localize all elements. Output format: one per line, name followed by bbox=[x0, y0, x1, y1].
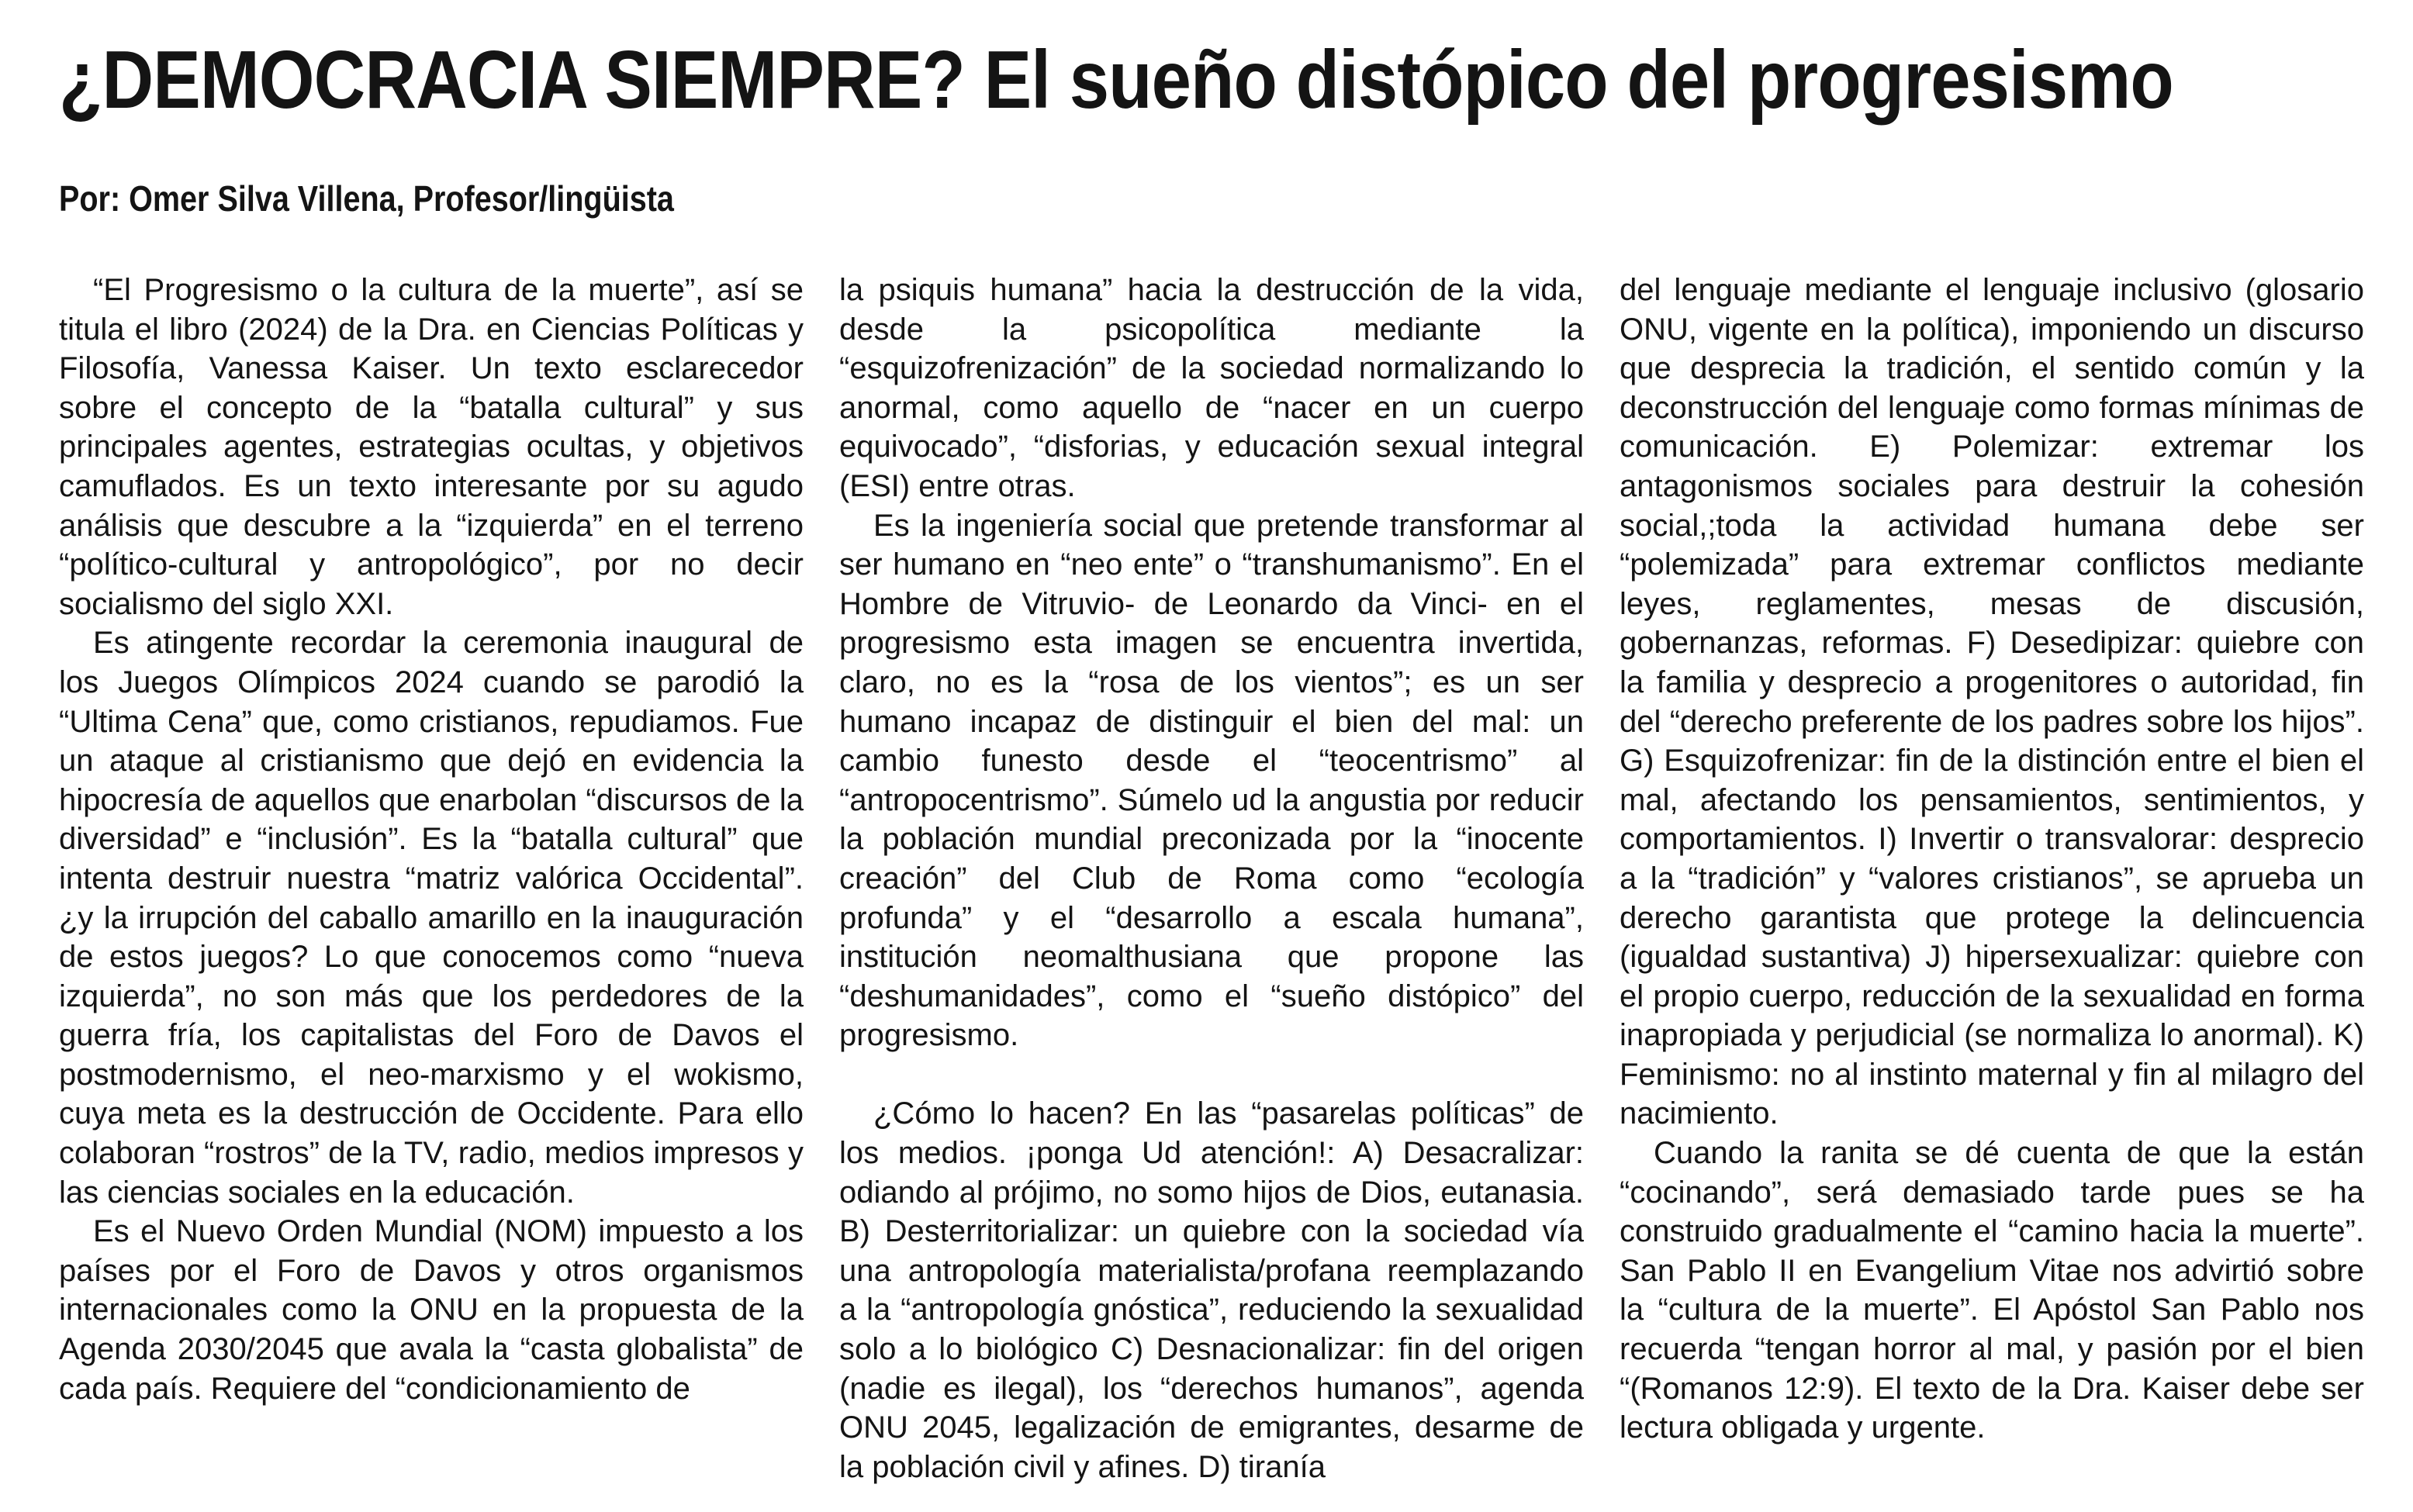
paragraph: “El Progresismo o la cultura de la muerte”, así se titula el libro (2024) de la Dra. en Ciencias Políticas y Filosofía, Vanessa Kaiser. Un texto esclarecedor sobre el concepto de la “batalla cultural” y sus principales agentes, estrategias ocultas, y objetivos camuflados. Es un texto interesante por su agudo análisis que descubre a la “izquierda” en el terreno “político-cultural y antropológico”, por no decir socialismo del siglo XXI. bbox=[59, 273, 804, 621]
article-column-3 bbox=[1620, 271, 2364, 1448]
paragraph: Es atingente recordar la ceremonia inaugural de los Juegos Olímpicos 2024 cuando se parodió la “Ultima Cena” que, como cristianos, repudiamos. Fue un ataque al cristianismo que dejó en evidencia la hipocresía de aquellos que enarbolan “discursos de la diversidad” e “inclusión”. Es la “batalla cultural” que intenta destruir nuestra “matriz valórica Occidental”. ¿y la irrupción del caballo amarillo en la inauguración de estos juegos? Lo que conocemos como “nueva izquierda”, no son más que los perdedores de la guerra fría, los capitalistas del Foro de Davos el postmodernismo, el neo-marxismo y el wokismo, cuya meta es la destrucción de Occidente. Para ello colaboran “rostros” de la TV, radio, medios impresos y las ciencias sociales en la educación. bbox=[59, 626, 804, 1210]
article-column-2 bbox=[839, 271, 1584, 1486]
paragraph-spacer bbox=[839, 1055, 1584, 1095]
paragraph: Cuando la ranita se dé cuenta de que la están “cocinando”, será demasiado tarde pues se ha construido gradualmente el “camino hacia la muerte”. San Pablo II en Evangelium Vitae nos advirtió sobre la “cultura de la muerte”. El Apóstol San Pablo nos recuerda “tengan horror al mal, y pasión por el bien “(Romanos 12:9). El texto de la Dra. Kaiser debe ser lectura obligada y urgente. bbox=[1620, 1136, 2364, 1445]
paragraph: Es la ingeniería social que pretende transformar al ser humano en “neo ente” o “transhumanismo”. En el Hombre de Vitruvio- de Leonardo da Vinci- en el progresismo esta imagen se encuentra invertida, claro, no es la “rosa de los vientos”; es un ser humano incapaz de distinguir el bien del mal: un cambio funesto desde el “teocentrismo” al “antropocentrismo”. Súmelo ud la angustia por reducir la población mundial preconizada por la “inocente creación” del Club de Roma como “ecología profunda” y el “desarrollo a escala humana”, institución neomalthusiana que propone las “deshumanidades”, como el “sueño distópico” del progresismo. bbox=[839, 508, 1584, 1053]
paragraph: Es el Nuevo Orden Mundial (NOM) impuesto a los países por el Foro de Davos y otros organismos internacionales como la ONU en la propuesta de la Agenda 2030/2045 que avala la “casta globalista” de cada país. Requiere del “condicionamiento de bbox=[59, 1214, 804, 1406]
paragraph-continued: la psiquis humana” hacia la destrucción de la vida, desde la psicopolítica mediante la “esquizofrenización” de la sociedad normalizando lo anormal, como aquello de “nacer en un cuerpo equivocado”, “disforias, y educación sexual integral (ESI) entre otras. bbox=[839, 273, 1584, 503]
article-column-1 bbox=[59, 271, 804, 1408]
article-headline: ¿DEMOCRACIA SIEMPRE? El sueño distópico del progresismo bbox=[59, 34, 2173, 126]
article-byline: Por: Omer Silva Villena, Profesor/lingüista bbox=[59, 178, 674, 219]
paragraph: ¿Cómo lo hacen? En las “pasarelas políticas” de los medios. ¡ponga Ud atención!: A) Desacralizar: odiando al prójimo, no somo hijos de Dios, eutanasia. B) Desterritorializar: un quiebre con la sociedad vía una antropología materialista/profana reemplazando a la “antropología gnóstica”, reduciendo la sexualidad solo a lo biológico C) Desnacionalizar: fin del origen (nadie es ilegal), los “derechos humanos”, agenda ONU 2045, legalización de emigrantes, desarme de la población civil y afines. D) tiranía bbox=[839, 1096, 1584, 1484]
paragraph-continued: del lenguaje mediante el lenguaje inclusivo (glosario ONU, vigente en la política), imponiendo un discurso que desprecia la tradición, el sentido común y la deconstrucción del lenguaje como formas mínimas de comunicación. E) Polemizar: extremar los antagonismos sociales para destruir la cohesión social,;toda la actividad humana debe ser “polemizada” para extremar conflictos mediante leyes, reglamentes, mesas de discusión, gobernanzas, reformas. F) Desedipizar: quiebre con la familia y desprecio a progenitores o autoridad, fin del “derecho preferente de los padres sobre los hijos”. G) Esquizofrenizar: fin de la distinción entre el bien el mal, afectando los pensamientos, sentimientos, y comportamientos. I) Invertir o transvalorar: desprecio a la “tradición” y “valores cristianos”, se aprueba un derecho garantista que protege la delincuencia (igualdad sustantiva) J) hipersexualizar: quiebre con el propio cuerpo, reducción de la sexualidad en forma inapropiada y perjudicial (se normaliza lo anormal). K) Feminismo: no al instinto maternal y fin al milagro del nacimiento. bbox=[1620, 273, 2364, 1131]
